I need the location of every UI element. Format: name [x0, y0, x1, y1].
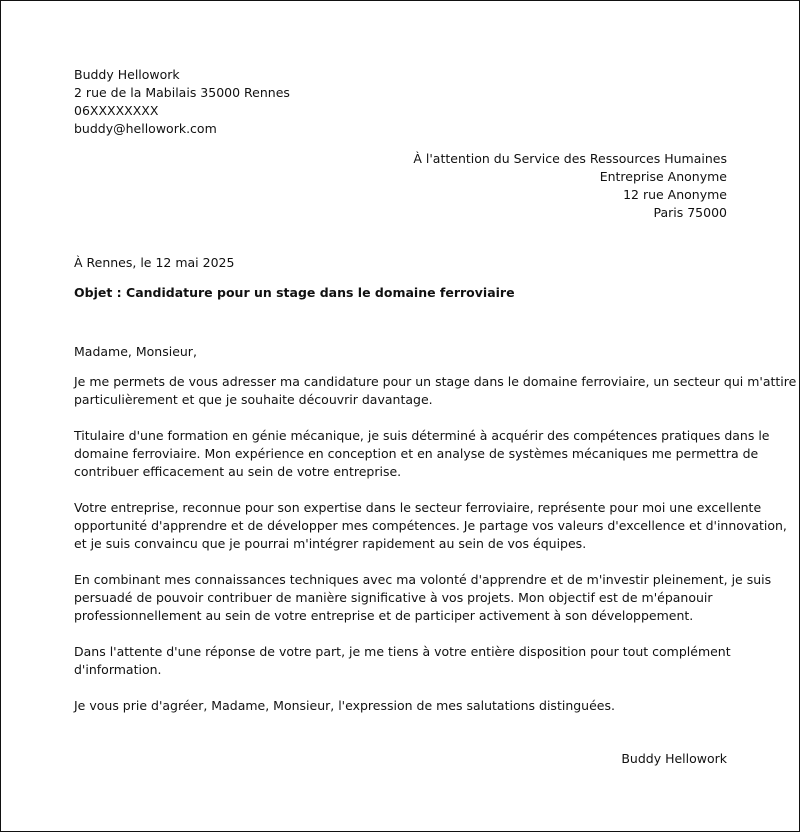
paragraph-line: opportunité d'apprendre et de développer mes compétences. Je partage vos valeurs d'excellence et d'innovation,	[74, 518, 787, 533]
paragraph-line: domaine ferroviaire. Mon expérience en conception et en analyse de systèmes mécaniques me permettra de	[74, 446, 759, 461]
signature: Buddy Hellowork	[621, 751, 727, 766]
paragraph-line: professionnellement au sein de votre entreprise et de participer activement à son développement.	[74, 608, 694, 623]
paragraph-1	[74, 373, 797, 409]
salutation: Madame, Monsieur,	[74, 344, 197, 359]
date-line: À Rennes, le 12 mai 2025	[74, 255, 235, 270]
paragraph-2	[74, 427, 770, 481]
paragraph-line: En combinant mes connaissances techniques avec ma volonté d'apprendre et de m'investir pleinement, je suis	[74, 572, 772, 587]
recipient-block	[307, 150, 727, 222]
paragraph-line: Votre entreprise, reconnue pour son expertise dans le secteur ferroviaire, représente pour moi une excellente	[74, 500, 762, 515]
sender-block	[74, 66, 474, 138]
paragraph-line: Je vous prie d'agréer, Madame, Monsieur, l'expression de mes salutations distinguées.	[74, 698, 615, 713]
paragraph-5	[74, 643, 734, 679]
sender-email: buddy@hellowork.com	[74, 121, 217, 136]
recipient-attention: À l'attention du Service des Ressources Humaines	[413, 151, 727, 166]
paragraph-4	[74, 571, 772, 625]
paragraph-line: contribuer efficacement au sein de votre entreprise.	[74, 464, 402, 479]
recipient-city: Paris 75000	[653, 205, 727, 220]
paragraph-line: particulièrement et que je souhaite découvrir davantage.	[74, 392, 433, 407]
paragraph-line: d'information.	[74, 662, 162, 677]
paragraph-3	[74, 499, 787, 553]
sender-name: Buddy Hellowork	[74, 67, 180, 82]
subject-line: Objet : Candidature pour un stage dans le domaine ferroviaire	[74, 285, 515, 300]
letter-body	[74, 343, 797, 733]
paragraph-line: Je me permets de vous adresser ma candidature pour un stage dans le domaine ferroviaire, un secteur qui m'attire	[74, 374, 797, 389]
paragraph-line: persuadé de pouvoir contribuer de manière significative à vos projets. Mon objectif est de m'épanouir	[74, 590, 713, 605]
sender-address: 2 rue de la Mabilais 35000 Rennes	[74, 85, 290, 100]
closing-formula	[74, 697, 734, 715]
paragraph-line: et je suis convaincu que je pourrai m'intégrer rapidement au sein de vos équipes.	[74, 536, 587, 551]
sender-phone: 06XXXXXXXX	[74, 103, 159, 118]
recipient-company: Entreprise Anonyme	[599, 169, 727, 184]
paragraph-line: Dans l'attente d'une réponse de votre part, je me tiens à votre entière disposition pour tout complément	[74, 644, 731, 659]
paragraph-line: Titulaire d'une formation en génie mécanique, je suis déterminé à acquérir des compétences pratiques dans le	[74, 428, 770, 443]
recipient-street: 12 rue Anonyme	[623, 187, 727, 202]
